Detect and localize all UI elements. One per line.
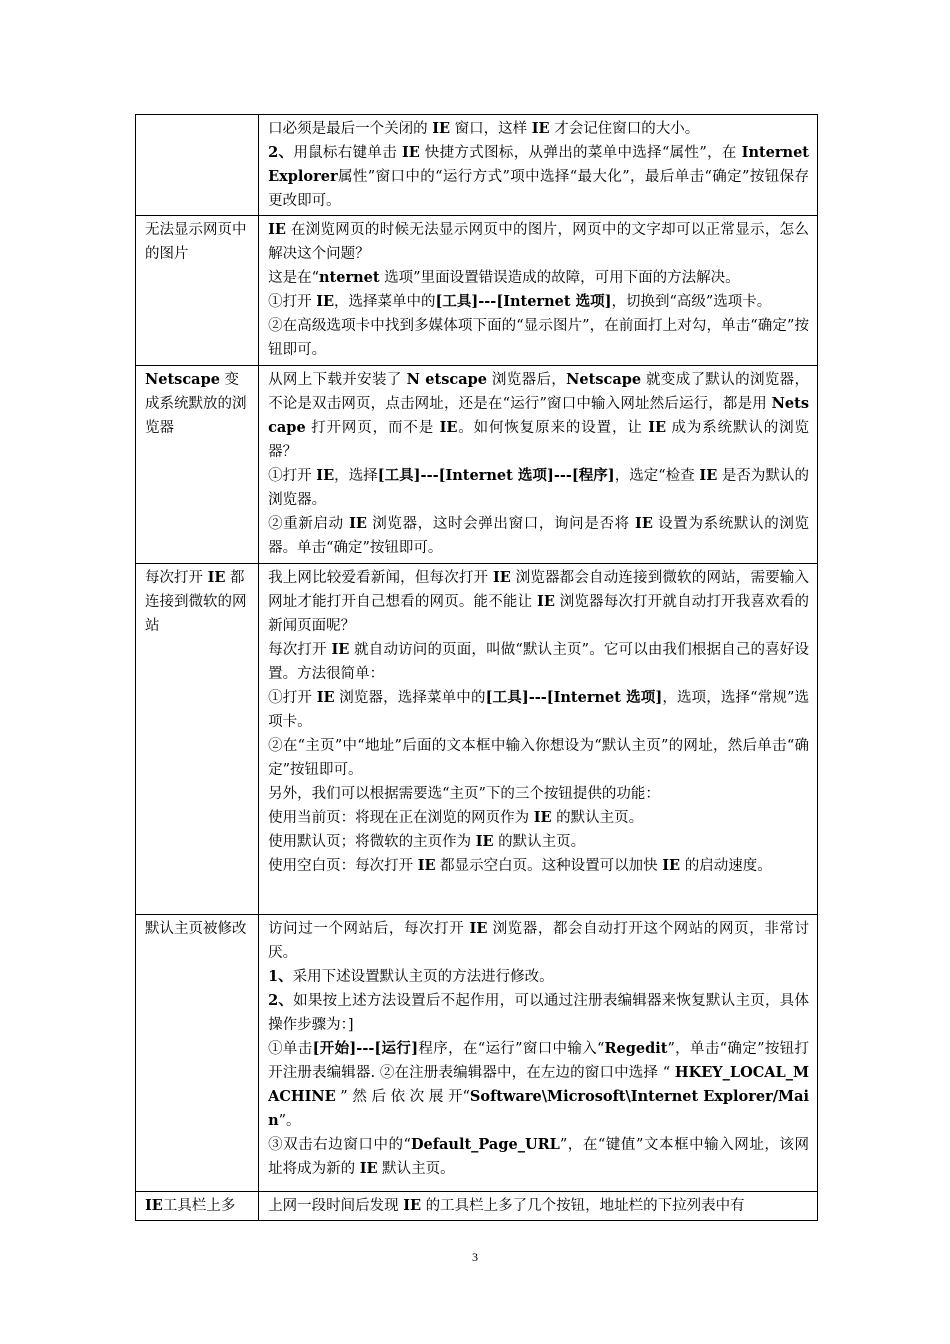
emphasis-term: 1、 bbox=[268, 968, 293, 985]
emphasis-term: IE bbox=[417, 857, 436, 874]
emphasis-term: Netscape bbox=[566, 371, 642, 388]
emphasis-term: IE bbox=[469, 920, 488, 937]
emphasis-term: IE bbox=[359, 1160, 378, 1177]
emphasis-term: [Internet 选项] bbox=[496, 293, 612, 310]
faq-row bbox=[136, 216, 818, 366]
answer-paragraph: ①单击[开始]---[运行]程序，在“运行”窗口中输入“Regedit”，单击“确定”按钮打开注册表编辑器. ②在注册表编辑器中，在左边的窗口中选择 “ HKEY_LOCAL_MACHINE ” 然 后 依 次 展 开“Software\Microsoft\Internet Explorer/Main”。 bbox=[268, 1040, 809, 1129]
emphasis-term: 2、 bbox=[268, 144, 294, 161]
question-cell bbox=[136, 115, 259, 216]
answer-paragraph: 1、采用下述设置默认主页的方法进行修改。 bbox=[268, 968, 554, 985]
answer-cell bbox=[259, 115, 818, 216]
emphasis-term: IE bbox=[531, 120, 550, 137]
emphasis-term: IE bbox=[493, 569, 511, 586]
answer-paragraph: 2、用鼠标右键单击 IE 快捷方式图标，从弹出的菜单中选择“属性”，在 Internet Explorer属性”窗口中的“运行方式”项中选择“最大化”，最后单击“确定”按钮保存更改即可。 bbox=[268, 144, 810, 209]
answer-cell bbox=[259, 1192, 818, 1221]
answer-cell bbox=[259, 366, 818, 564]
emphasis-term: IE bbox=[635, 515, 653, 532]
faq-row bbox=[136, 915, 818, 1192]
faq-row bbox=[136, 564, 818, 915]
question-text: 每次打开 IE 都连接到微软的网站 bbox=[145, 569, 247, 634]
emphasis-term: --- bbox=[356, 1040, 375, 1057]
emphasis-term: [程序] bbox=[571, 467, 615, 484]
emphasis-term: IE bbox=[402, 144, 420, 161]
question-cell bbox=[136, 1192, 259, 1221]
answer-paragraph: 每次打开 IE 就自动访问的页面，叫做“默认主页”。它可以由我们根据自己的喜好设置。方法很简单： bbox=[268, 641, 810, 682]
answer-paragraph: 使用空白页：每次打开 IE 都显示空白页。这种设置可以加快 IE 的启动速度。 bbox=[268, 857, 772, 874]
emphasis-term: IE bbox=[533, 809, 552, 826]
emphasis-term: IE bbox=[316, 467, 335, 484]
faq-row bbox=[136, 115, 818, 216]
answer-paragraph: ①打开 IE，选择[工具]---[Internet 选项]---[程序]，选定“检查 IE 是否为默认的浏览器。 bbox=[268, 467, 810, 508]
emphasis-term: [Internet 选项] bbox=[546, 689, 663, 706]
page-number: 3 bbox=[472, 1250, 478, 1264]
emphasis-term: IE bbox=[648, 419, 667, 436]
emphasis-term: IE bbox=[662, 857, 681, 874]
emphasis-term: Netscape bbox=[268, 395, 809, 436]
question-text: 无法显示网页中的图片 bbox=[145, 222, 247, 262]
emphasis-term: N etscape bbox=[406, 371, 487, 388]
question-cell bbox=[136, 564, 259, 915]
question-cell bbox=[136, 216, 259, 366]
answer-paragraph: 另外，我们可以根据需要选“主页”下的三个按钮提供的功能： bbox=[268, 786, 660, 802]
answer-paragraph: 我上网比较爱看新闻，但每次打开 IE 浏览器都会自动连接到微软的网站，需要输入网址才能打开自己想看的网页。能不能让 IE 浏览器每次打开就自动打开我喜欢看的新闻页面呢？ bbox=[268, 569, 810, 634]
emphasis-term: IE bbox=[349, 515, 367, 532]
faq-table bbox=[135, 114, 818, 1221]
question-text: Netscape 变成系统默放的浏览器 bbox=[145, 371, 247, 436]
emphasis-term: [工具] bbox=[435, 293, 479, 310]
answer-cell bbox=[259, 915, 818, 1192]
emphasis-term: IE bbox=[316, 293, 335, 310]
answer-cell bbox=[259, 216, 818, 366]
faq-row bbox=[136, 1192, 818, 1221]
answer-paragraph: 从网上下载并安装了 N etscape 浏览器后，Netscape 就变成了默认的浏览器，不论是双击网页，点击网址，还是在“运行”窗口中输入网址然后运行，都是用 Netscape 打开网页，而不是 IE。如何恢复原来的设置，让 IE 成为系统默认的浏览器？ bbox=[268, 371, 810, 460]
emphasis-term: [开始] bbox=[312, 1040, 357, 1057]
question-cell bbox=[136, 366, 259, 564]
answer-paragraph: IE 在浏览网页的时候无法显示网页中的图片，网页中的文字却可以正常显示，怎么解决这个问题？ bbox=[268, 221, 809, 262]
emphasis-term: IE bbox=[403, 1197, 422, 1214]
emphasis-term: IE bbox=[699, 467, 718, 484]
answer-paragraph: ③双击右边窗口中的“Default_Page_URL”，在“键值”文本框中输入网址，该网址将成为新的 IE 默认主页。 bbox=[268, 1136, 809, 1177]
answer-paragraph: 访问过一个网站后，每次打开 IE 浏览器，都会自动打开这个网站的网页，非常讨厌。 bbox=[268, 920, 809, 961]
emphasis-term: --- bbox=[528, 689, 547, 706]
question-cell bbox=[136, 915, 259, 1192]
emphasis-term: IE bbox=[475, 833, 494, 850]
emphasis-term: Internet Explorer bbox=[268, 144, 810, 185]
answer-cell bbox=[259, 564, 818, 915]
faq-row bbox=[136, 366, 818, 564]
emphasis-term: IE bbox=[331, 641, 350, 658]
answer-paragraph: 使用当前页：将现在正在浏览的网页作为 IE 的默认主页。 bbox=[268, 809, 644, 826]
emphasis-term: IE bbox=[207, 569, 226, 586]
answer-paragraph: 使用默认页；将微软的主页作为 IE 的默认主页。 bbox=[268, 833, 586, 850]
emphasis-term: nternet bbox=[319, 269, 380, 286]
answer-paragraph: ①打开 IE，选择菜单中的[工具]---[Internet 选项]，切换到“高级”选项卡。 bbox=[268, 293, 772, 310]
emphasis-term: Regedit bbox=[604, 1040, 668, 1057]
emphasis-term: --- bbox=[553, 467, 572, 484]
emphasis-term: [运行] bbox=[374, 1040, 419, 1057]
emphasis-term: IE bbox=[316, 689, 335, 706]
emphasis-term: [工具] bbox=[377, 467, 421, 484]
question-text: IE工具栏上多 bbox=[145, 1197, 236, 1214]
faq-table-body bbox=[136, 115, 818, 1221]
emphasis-term: [Internet 选项] bbox=[438, 467, 554, 484]
emphasis-term: IE bbox=[439, 419, 458, 436]
emphasis-term: IE bbox=[268, 221, 286, 238]
answer-paragraph: ②重新启动 IE 浏览器，这时会弹出窗口，询问是否将 IE 设置为系统默认的浏览器。单击“确定”按钮即可。 bbox=[268, 515, 810, 556]
answer-paragraph: 2、如果按上述方法设置后不起作用，可以通过注册表编辑器来恢复默认主页，具体操作步骤为：] bbox=[268, 992, 810, 1033]
answer-paragraph: 上网一段时间后发现 IE 的工具栏上多了几个按钮，地址栏的下拉列表中有 bbox=[268, 1197, 745, 1214]
emphasis-term: --- bbox=[478, 293, 497, 310]
emphasis-term: Software\Microsoft\Internet Explorer/Main bbox=[268, 1088, 809, 1129]
emphasis-term: [工具] bbox=[485, 689, 529, 706]
answer-paragraph: 这是在“nternet 选项”里面设置错误造成的故障，可用下面的方法解决。 bbox=[268, 269, 740, 286]
answer-paragraph: ②在高级选项卡中找到多媒体项下面的“显示图片”，在前面打上对勾，单击“确定”按钮即可。 bbox=[268, 318, 809, 358]
emphasis-term: Default_Page_URL bbox=[410, 1136, 560, 1153]
answer-paragraph: 口必须是最后一个关闭的 IE 窗口，这样 IE 才会记住窗口的大小。 bbox=[268, 120, 700, 137]
question-text: 默认主页被修改 bbox=[145, 921, 247, 937]
emphasis-term: IE bbox=[537, 593, 555, 610]
emphasis-term: HKEY_LOCAL_MACHINE bbox=[268, 1064, 809, 1105]
answer-paragraph: ①打开 IE 浏览器，选择菜单中的[工具]---[Internet 选项]，选项，选择“常规”选项卡。 bbox=[268, 689, 810, 730]
emphasis-term: Netscape bbox=[145, 371, 220, 388]
emphasis-term: 2、 bbox=[268, 992, 294, 1009]
emphasis-term: IE bbox=[432, 120, 451, 137]
answer-paragraph: ②在“主页”中“地址”后面的文本框中输入你想设为“默认主页”的网址，然后单击“确定”按钮即可。 bbox=[268, 738, 809, 778]
emphasis-term: --- bbox=[420, 467, 439, 484]
emphasis-term: IE bbox=[145, 1197, 163, 1214]
